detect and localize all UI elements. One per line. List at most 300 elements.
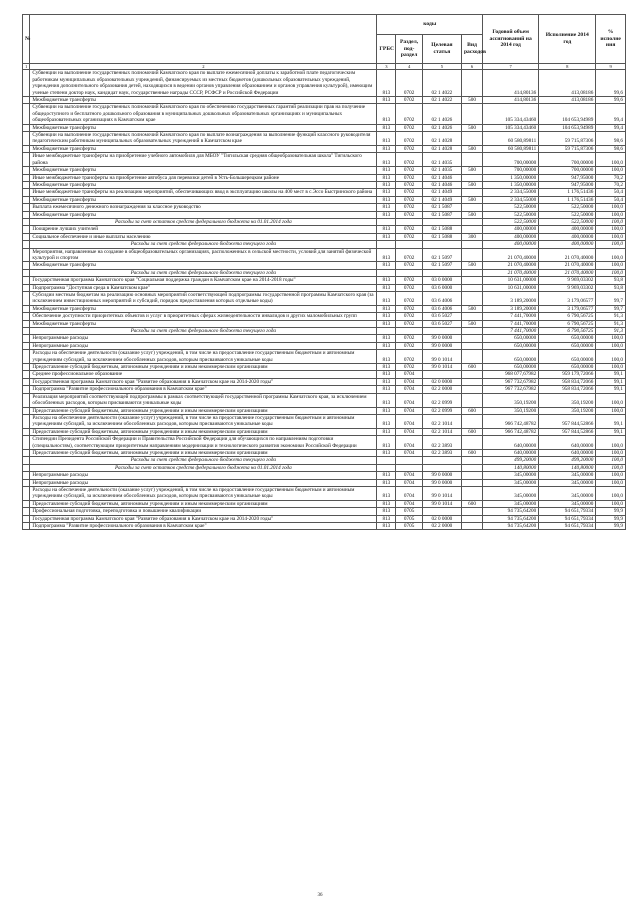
row-description: Расходы за счет средств федерального бюджета текущего года <box>30 241 377 248</box>
row-target-article: 99 0 1014 <box>422 500 461 507</box>
row-target-article: 02 1 5097 <box>422 248 461 262</box>
row-executed-amount: 3 179,06577 <box>539 305 596 312</box>
table-row <box>23 479 626 486</box>
row-razdel: 0704 <box>396 407 422 414</box>
row-execution-percent: 100,0 <box>596 350 626 364</box>
table-row <box>23 233 626 240</box>
row-plan-amount: 21 070,40000 <box>483 269 539 276</box>
row-razdel <box>396 457 422 464</box>
row-executed-amount: 499,20000 <box>539 457 596 464</box>
column-number: 8 <box>539 64 596 70</box>
row-executed-amount: 1 176,51436 <box>539 189 596 196</box>
row-grbs: 813 <box>377 508 396 515</box>
row-executed-amount: 958 834,72066 <box>539 378 596 385</box>
row-target-article: 03 0 0000 <box>422 277 461 284</box>
table-row <box>23 189 626 196</box>
row-plan-amount: 966 742,48782 <box>483 414 539 428</box>
row-executed-amount: 958 834,72066 <box>539 386 596 393</box>
budget-table <box>22 14 626 530</box>
row-razdel <box>396 269 422 276</box>
row-razdel: 0702 <box>396 262 422 269</box>
row-expense-type <box>461 436 482 450</box>
row-grbs: 813 <box>377 335 396 342</box>
row-target-article: 02 1 5088 <box>422 226 461 233</box>
table-row <box>23 407 626 414</box>
row-description: Стипендии Президента Российской Федерации и Правительства Российской Федерации для обучающихся по направлениям подготовки (специальностям), соответствующим приоритетным направлениям модернизации и технологического развития экономики Российской Федерации <box>30 436 377 450</box>
row-plan-amount: 3 189,20000 <box>483 305 539 312</box>
row-expense-type: 500 <box>461 124 482 131</box>
row-expense-type: 500 <box>461 262 482 269</box>
row-executed-amount: 21 070,40000 <box>539 269 596 276</box>
row-grbs: 813 <box>377 305 396 312</box>
row-razdel: 0702 <box>396 196 422 203</box>
row-plan-amount: 345,00000 <box>483 472 539 479</box>
table-row <box>23 378 626 385</box>
row-execution-percent: 100,0 <box>596 364 626 371</box>
row-execution-percent: 100,0 <box>596 211 626 218</box>
row-expense-type <box>461 472 482 479</box>
row-target-article <box>422 457 461 464</box>
row-target-article: 02 1 4046 <box>422 174 461 181</box>
row-plan-amount: 21 070,40000 <box>483 248 539 262</box>
row-razdel: 0702 <box>396 320 422 327</box>
row-number <box>23 233 30 240</box>
row-razdel: 0705 <box>396 508 422 515</box>
row-target-article: 02 2 1014 <box>422 428 461 435</box>
row-expense-type: 600 <box>461 500 482 507</box>
row-number <box>23 174 30 181</box>
row-execution-percent: 100,0 <box>596 204 626 211</box>
row-execution-percent: 99,7 <box>596 292 626 306</box>
row-execution-percent: 100,0 <box>596 436 626 450</box>
table-row <box>23 313 626 320</box>
row-target-article <box>422 241 461 248</box>
row-razdel: 0702 <box>396 97 422 104</box>
row-grbs: 813 <box>377 313 396 320</box>
row-expense-type <box>461 174 482 181</box>
row-number <box>23 320 30 327</box>
table-row <box>23 132 626 146</box>
row-executed-amount: 400,00000 <box>539 233 596 240</box>
row-plan-amount: 640,00000 <box>483 449 539 456</box>
row-executed-amount: 959 179,72066 <box>539 371 596 378</box>
row-grbs: 813 <box>377 196 396 203</box>
row-description: Предоставление субсидий бюджетным, автономным учреждениям и иным некоммерческим организациям <box>30 500 377 507</box>
row-target-article <box>422 328 461 335</box>
row-plan-amount: 94 735,64200 <box>483 508 539 515</box>
row-execution-percent: 99,1 <box>596 386 626 393</box>
row-plan-amount: 21 070,40000 <box>483 262 539 269</box>
row-expense-type <box>461 70 482 97</box>
row-number <box>23 486 30 500</box>
header-vid: Вид расходов <box>461 35 482 64</box>
row-number <box>23 277 30 284</box>
row-description: Межбюджетные трансферты <box>30 167 377 174</box>
row-grbs: 813 <box>377 204 396 211</box>
row-executed-amount: 957 844,52866 <box>539 428 596 435</box>
table-row <box>23 145 626 152</box>
row-expense-type <box>461 277 482 284</box>
row-razdel: 0702 <box>396 153 422 167</box>
table-row <box>23 167 626 174</box>
row-grbs <box>377 241 396 248</box>
row-number <box>23 196 30 203</box>
row-expense-type <box>461 153 482 167</box>
row-plan-amount: 345,00000 <box>483 500 539 507</box>
row-executed-amount: 947,95000 <box>539 174 596 181</box>
row-expense-type: 600 <box>461 449 482 456</box>
row-execution-percent: 100,0 <box>596 472 626 479</box>
row-expense-type <box>461 457 482 464</box>
row-razdel: 0704 <box>396 414 422 428</box>
row-expense-type: 500 <box>461 305 482 312</box>
row-description: Расходы за счет средств федерального бюджета текущего года <box>30 328 377 335</box>
row-razdel: 0704 <box>396 486 422 500</box>
row-number <box>23 464 30 471</box>
row-executed-amount: 345,00000 <box>539 500 596 507</box>
row-executed-amount: 94 651,79334 <box>539 515 596 522</box>
row-plan-amount: 650,00000 <box>483 364 539 371</box>
row-expense-type: 600 <box>461 364 482 371</box>
row-expense-type <box>461 218 482 225</box>
row-target-article: 02 1 5087 <box>422 204 461 211</box>
row-description: Расходы на обеспечение деятельности (оказание услуг) учреждений, в том числе на предоставление государственным бюджетным и автономным учреждениям субсидий, за исключением обособленных расходов, которым присваиваются уникальные коды <box>30 414 377 428</box>
row-plan-amount: 522,50000 <box>483 211 539 218</box>
row-description: Государственная программа Камчатского края "Социальная поддержка граждан в Камчатском крае на 2014-2018 годы" <box>30 277 377 284</box>
row-target-article: 99 0 0000 <box>422 472 461 479</box>
row-number <box>23 145 30 152</box>
row-plan-amount: 400,00000 <box>483 233 539 240</box>
row-number <box>23 407 30 414</box>
row-executed-amount: 104 653,94989 <box>539 124 596 131</box>
row-expense-type <box>461 313 482 320</box>
row-plan-amount: 522,50000 <box>483 218 539 225</box>
row-description: Межбюджетные трансферты <box>30 124 377 131</box>
row-execution-percent: 100,0 <box>596 269 626 276</box>
row-number <box>23 204 30 211</box>
row-executed-amount: 640,00000 <box>539 436 596 450</box>
header-num: № <box>23 15 30 64</box>
row-plan-amount: 7 441,70000 <box>483 313 539 320</box>
row-number <box>23 328 30 335</box>
row-plan-amount: 7 441,70000 <box>483 328 539 335</box>
row-target-article: 02 1 4022 <box>422 97 461 104</box>
row-grbs: 813 <box>377 284 396 291</box>
row-plan-amount: 700,00000 <box>483 153 539 167</box>
row-grbs: 813 <box>377 167 396 174</box>
table-row <box>23 508 626 515</box>
row-razdel: 0705 <box>396 523 422 530</box>
row-razdel: 0702 <box>396 335 422 342</box>
row-executed-amount: 59 715,87306 <box>539 145 596 152</box>
row-execution-percent: 100,0 <box>596 241 626 248</box>
row-razdel: 0702 <box>396 248 422 262</box>
row-grbs: 813 <box>377 378 396 385</box>
row-execution-percent: 99,4 <box>596 104 626 124</box>
row-number <box>23 241 30 248</box>
row-description: Предоставление субсидий бюджетным, автономным учреждениям и иным некоммерческим организациям <box>30 364 377 371</box>
row-expense-type <box>461 515 482 522</box>
row-execution-percent: 99,6 <box>596 70 626 97</box>
row-number <box>23 371 30 378</box>
row-grbs: 813 <box>377 145 396 152</box>
row-expense-type <box>461 508 482 515</box>
table-row <box>23 305 626 312</box>
row-expense-type <box>461 371 482 378</box>
row-grbs: 813 <box>377 436 396 450</box>
row-number <box>23 262 30 269</box>
row-number <box>23 508 30 515</box>
row-target-article: 02 1 5097 <box>422 262 461 269</box>
row-grbs: 813 <box>377 386 396 393</box>
row-expense-type <box>461 132 482 146</box>
table-row <box>23 515 626 522</box>
row-description: Межбюджетные трансферты <box>30 262 377 269</box>
row-number <box>23 479 30 486</box>
table-row <box>23 523 626 530</box>
row-number <box>23 457 30 464</box>
row-description: Реализация мероприятий соответствующей подпрограммы в рамках соответствующей государственной программы Камчатского края, за исключением обособленных расходов, которым присваиваются уникальные коды <box>30 393 377 407</box>
row-expense-type: 500 <box>461 97 482 104</box>
row-execution-percent: 100,0 <box>596 226 626 233</box>
row-expense-type <box>461 241 482 248</box>
row-execution-percent: 100,0 <box>596 449 626 456</box>
row-description: Предоставление субсидий бюджетным, автономным учреждениям и иным некоммерческим организациям <box>30 428 377 435</box>
row-target-article: 02 1 5088 <box>422 233 461 240</box>
row-executed-amount: 640,00000 <box>539 449 596 456</box>
row-description: Выплата ежемесячного денежного вознаграждения за классное руководство <box>30 204 377 211</box>
table-row <box>23 196 626 203</box>
row-execution-percent: 99,7 <box>596 305 626 312</box>
row-target-article: 02 0 0000 <box>422 378 461 385</box>
row-executed-amount: 700,00000 <box>539 153 596 167</box>
row-executed-amount: 522,50000 <box>539 204 596 211</box>
row-expense-type: 500 <box>461 196 482 203</box>
row-number <box>23 218 30 225</box>
row-number <box>23 292 30 306</box>
row-executed-amount: 345,00000 <box>539 472 596 479</box>
table-row <box>23 262 626 269</box>
row-razdel <box>396 328 422 335</box>
row-expense-type <box>461 523 482 530</box>
row-target-article: 02 2 0000 <box>422 523 461 530</box>
row-description: Предоставление субсидий бюджетным, автономным учреждениям и иным некоммерческим организациям <box>30 449 377 456</box>
row-expense-type <box>461 269 482 276</box>
row-grbs: 813 <box>377 486 396 500</box>
header-description <box>30 15 377 64</box>
row-number <box>23 386 30 393</box>
row-description: Иные межбюджетные трансферты на реализацию мероприятий, обеспечивающих ввод в эксплуатацию школы на 400 мест в с.Эссо Быстринского района <box>30 189 377 196</box>
row-target-article: 02 1 4026 <box>422 124 461 131</box>
row-grbs: 813 <box>377 523 396 530</box>
row-plan-amount: 2 334,55000 <box>483 189 539 196</box>
row-razdel: 0704 <box>396 371 422 378</box>
header-razdel: Раздел, под-раздел <box>396 35 422 64</box>
row-plan-amount: 650,00000 <box>483 350 539 364</box>
row-execution-percent: 99,9 <box>596 508 626 515</box>
row-razdel: 0705 <box>396 515 422 522</box>
table-row <box>23 153 626 167</box>
row-executed-amount: 350,19200 <box>539 393 596 407</box>
row-expense-type: 600 <box>461 428 482 435</box>
funding-note-row <box>23 457 626 464</box>
row-executed-amount: 947,95000 <box>539 181 596 188</box>
row-target-article: 02 1 4028 <box>422 145 461 152</box>
row-number <box>23 350 30 364</box>
column-number: 1 <box>23 64 30 70</box>
row-execution-percent: 99,1 <box>596 414 626 428</box>
row-target-article: 02 0 0000 <box>422 515 461 522</box>
row-plan-amount: 522,50000 <box>483 204 539 211</box>
table-row <box>23 486 626 500</box>
column-number: 7 <box>483 64 539 70</box>
row-plan-amount: 2 334,55000 <box>483 196 539 203</box>
row-executed-amount: 104 653,94989 <box>539 104 596 124</box>
table-row <box>23 211 626 218</box>
row-grbs <box>377 464 396 471</box>
funding-note-row <box>23 241 626 248</box>
row-expense-type <box>461 350 482 364</box>
row-plan-amount: 10 631,00000 <box>483 284 539 291</box>
row-execution-percent: 50,4 <box>596 196 626 203</box>
row-description: Расходы на обеспечение деятельности (оказание услуг) учреждений, в том числе на предоставление государственным бюджетным и автономным учреждениям субсидий, за исключением обособленных расходов, которым присваиваются уникальные коды <box>30 350 377 364</box>
row-plan-amount: 400,00000 <box>483 226 539 233</box>
row-target-article: 99 0 0000 <box>422 342 461 349</box>
row-executed-amount: 9 969,03302 <box>539 277 596 284</box>
row-razdel: 0702 <box>396 104 422 124</box>
row-razdel: 0702 <box>396 350 422 364</box>
row-execution-percent: 93,8 <box>596 277 626 284</box>
row-number <box>23 104 30 124</box>
table-row <box>23 181 626 188</box>
table-row <box>23 393 626 407</box>
row-grbs: 813 <box>377 414 396 428</box>
row-razdel: 0704 <box>396 500 422 507</box>
row-number <box>23 284 30 291</box>
row-number <box>23 248 30 262</box>
row-number <box>23 153 30 167</box>
table-row <box>23 174 626 181</box>
header-plan: Годовой объем ассигнований на 2014 год <box>483 15 539 64</box>
row-expense-type <box>461 479 482 486</box>
row-executed-amount: 350,19200 <box>539 407 596 414</box>
row-plan-amount: 345,00000 <box>483 486 539 500</box>
row-number <box>23 414 30 428</box>
row-grbs: 813 <box>377 449 396 456</box>
row-plan-amount: 967 732,67982 <box>483 378 539 385</box>
row-executed-amount: 9 969,03302 <box>539 284 596 291</box>
row-execution-percent: 100,0 <box>596 464 626 471</box>
row-number <box>23 515 30 522</box>
header-stat: Целевая статья <box>422 35 461 64</box>
row-execution-percent: 100,0 <box>596 248 626 262</box>
row-number <box>23 378 30 385</box>
row-razdel: 0702 <box>396 342 422 349</box>
row-execution-percent: 100,0 <box>596 342 626 349</box>
row-executed-amount: 6 790,56725 <box>539 328 596 335</box>
row-execution-percent: 100,0 <box>596 393 626 407</box>
row-grbs: 813 <box>377 364 396 371</box>
row-executed-amount: 413,08186 <box>539 97 596 104</box>
row-plan-amount: 94 735,64200 <box>483 523 539 530</box>
column-number: 9 <box>596 64 626 70</box>
row-razdel: 0704 <box>396 428 422 435</box>
row-execution-percent: 100,0 <box>596 500 626 507</box>
row-razdel: 0704 <box>396 393 422 407</box>
row-description: Межбюджетные трансферты <box>30 320 377 327</box>
row-executed-amount: 6 790,56725 <box>539 313 596 320</box>
row-executed-amount: 522,50000 <box>539 218 596 225</box>
row-expense-type: 500 <box>461 145 482 152</box>
table-row <box>23 292 626 306</box>
row-razdel: 0702 <box>396 292 422 306</box>
row-razdel <box>396 218 422 225</box>
row-target-article: 03 6 5027 <box>422 313 461 320</box>
row-grbs: 813 <box>377 70 396 97</box>
table-row <box>23 449 626 456</box>
row-executed-amount: 650,00000 <box>539 342 596 349</box>
row-execution-percent: 100,0 <box>596 407 626 414</box>
document-page <box>22 14 626 530</box>
row-executed-amount: 94 651,79334 <box>539 523 596 530</box>
row-plan-amount: 966 742,48782 <box>483 428 539 435</box>
funding-note-row <box>23 269 626 276</box>
row-number <box>23 364 30 371</box>
table-row <box>23 350 626 364</box>
row-executed-amount: 140,80000 <box>539 464 596 471</box>
row-plan-amount: 967 732,67982 <box>483 386 539 393</box>
row-expense-type: 500 <box>461 167 482 174</box>
row-grbs: 813 <box>377 342 396 349</box>
row-plan-amount: 7 441,70000 <box>483 320 539 327</box>
row-razdel: 0704 <box>396 436 422 450</box>
row-target-article: 02 1 4026 <box>422 104 461 124</box>
row-description: Непрограммные расходы <box>30 472 377 479</box>
row-razdel: 0704 <box>396 479 422 486</box>
header-codes: коды <box>377 15 483 35</box>
row-expense-type <box>461 414 482 428</box>
table-row <box>23 386 626 393</box>
row-number <box>23 189 30 196</box>
row-target-article: 02 1 4049 <box>422 196 461 203</box>
row-execution-percent: 99,9 <box>596 523 626 530</box>
row-grbs: 813 <box>377 174 396 181</box>
table-row <box>23 364 626 371</box>
row-number <box>23 393 30 407</box>
row-razdel: 0702 <box>396 132 422 146</box>
row-description: Социальное обеспечение и иные выплаты населению <box>30 233 377 240</box>
funding-note-row <box>23 464 626 471</box>
row-plan-amount: 60 580,89811 <box>483 145 539 152</box>
row-expense-type: 600 <box>461 407 482 414</box>
row-plan-amount: 3 189,20000 <box>483 292 539 306</box>
table-row <box>23 500 626 507</box>
table-row <box>23 371 626 378</box>
row-razdel: 0702 <box>396 174 422 181</box>
header-ispoln: Исполнение 2014 год <box>539 15 596 64</box>
column-number: 5 <box>422 64 461 70</box>
row-target-article: 02 2 0999 <box>422 393 461 407</box>
row-target-article: 99 0 0000 <box>422 479 461 486</box>
row-target-article: 99 0 1014 <box>422 486 461 500</box>
row-description: Межбюджетные трансферты <box>30 211 377 218</box>
row-grbs: 813 <box>377 153 396 167</box>
row-target-article: 02 1 4035 <box>422 167 461 174</box>
row-grbs: 813 <box>377 515 396 522</box>
table-row <box>23 284 626 291</box>
table-row <box>23 70 626 97</box>
row-razdel: 0702 <box>396 70 422 97</box>
